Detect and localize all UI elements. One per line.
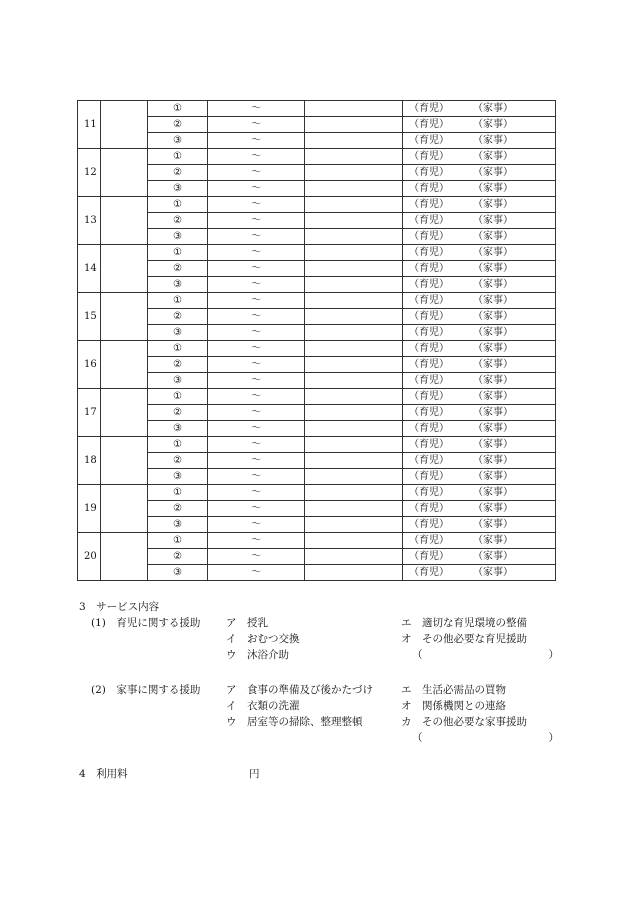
table-row — [78, 453, 556, 469]
slot-number-cell: ③ — [148, 277, 208, 293]
table-row — [78, 373, 556, 389]
childcare-type-label: （育児） — [409, 567, 449, 578]
service-type-cell — [403, 245, 556, 261]
service-type-cell — [403, 421, 556, 437]
hours-entry-cell — [305, 485, 403, 501]
table-row — [78, 485, 556, 501]
childcare-type-label: （育児） — [409, 199, 449, 210]
housework-item-ka: カ その他必要な家事援助 — [401, 716, 527, 728]
housework-type-label: （家事） — [473, 215, 513, 226]
time-range-cell: ～ — [208, 101, 305, 117]
day-number-cell: 11 — [78, 101, 101, 149]
time-range-cell: ～ — [208, 405, 305, 421]
service-type-cell — [403, 533, 556, 549]
slot-number-cell: ② — [148, 357, 208, 373]
slot-number-cell: ① — [148, 197, 208, 213]
childcare-type-label: （育児） — [409, 551, 449, 562]
service-type-cell — [403, 277, 556, 293]
slot-number-cell: ③ — [148, 421, 208, 437]
hours-entry-cell — [305, 277, 403, 293]
service-type-cell — [403, 357, 556, 373]
table-row — [78, 517, 556, 533]
blank-entry-cell — [101, 293, 148, 341]
service-type-cell — [403, 373, 556, 389]
slot-number-cell: ① — [148, 485, 208, 501]
housework-type-label: （家事） — [473, 295, 513, 306]
table-row — [78, 165, 556, 181]
time-range-cell: ～ — [208, 533, 305, 549]
childcare-type-label: （育児） — [409, 487, 449, 498]
slot-number-cell: ③ — [148, 181, 208, 197]
housework-item-i: イ 衣類の洗濯 — [226, 700, 300, 712]
housework-type-label: （家事） — [473, 103, 513, 114]
slot-number-cell: ② — [148, 309, 208, 325]
hours-entry-cell — [305, 357, 403, 373]
table-row — [78, 133, 556, 149]
service-type-cell — [403, 229, 556, 245]
childcare-type-label: （育児） — [409, 471, 449, 482]
day-number-cell: 17 — [78, 389, 101, 437]
hours-entry-cell — [305, 565, 403, 581]
slot-number-cell: ② — [148, 117, 208, 133]
blank-entry-cell — [101, 485, 148, 533]
table-row — [78, 389, 556, 405]
time-range-cell: ～ — [208, 133, 305, 149]
hours-entry-cell — [305, 261, 403, 277]
childcare-type-label: （育児） — [409, 119, 449, 130]
slot-number-cell: ① — [148, 245, 208, 261]
housework-item-o: オ 関係機関との連絡 — [401, 700, 506, 712]
blank-entry-cell — [101, 245, 148, 293]
hours-entry-cell — [305, 197, 403, 213]
housework-type-label: （家事） — [473, 359, 513, 370]
time-range-cell: ～ — [208, 229, 305, 245]
table-row — [78, 469, 556, 485]
service-type-cell — [403, 117, 556, 133]
time-range-cell: ～ — [208, 293, 305, 309]
childcare-type-label: （育児） — [409, 375, 449, 386]
time-range-cell: ～ — [208, 565, 305, 581]
housework-type-label: （家事） — [473, 407, 513, 418]
slot-number-cell: ③ — [148, 469, 208, 485]
slot-number-cell: ③ — [148, 373, 208, 389]
childcare-type-label: （育児） — [409, 439, 449, 450]
hours-entry-cell — [305, 533, 403, 549]
childcare-item-a: ア 授乳 — [226, 617, 268, 629]
service-type-cell — [403, 197, 556, 213]
childcare-type-label: （育児） — [409, 423, 449, 434]
slot-number-cell: ① — [148, 149, 208, 165]
slot-number-cell: ② — [148, 501, 208, 517]
service-type-cell — [403, 341, 556, 357]
time-range-cell: ～ — [208, 213, 305, 229]
table-row — [78, 213, 556, 229]
table-row — [78, 181, 556, 197]
time-range-cell: ～ — [208, 309, 305, 325]
table-row — [78, 549, 556, 565]
service-type-cell — [403, 325, 556, 341]
service-type-cell — [403, 101, 556, 117]
childcare-item-u: ウ 沐浴介助 — [226, 649, 289, 661]
service-type-cell — [403, 485, 556, 501]
slot-number-cell: ③ — [148, 133, 208, 149]
housework-type-label: （家事） — [473, 327, 513, 338]
childcare-other-blank: （ ） — [412, 649, 559, 661]
table-row — [78, 197, 556, 213]
service-type-cell — [403, 213, 556, 229]
slot-number-cell: ① — [148, 533, 208, 549]
day-number-cell: 16 — [78, 341, 101, 389]
time-range-cell: ～ — [208, 549, 305, 565]
childcare-type-label: （育児） — [409, 503, 449, 514]
day-number-cell: 14 — [78, 245, 101, 293]
hours-entry-cell — [305, 437, 403, 453]
service-type-cell — [403, 133, 556, 149]
childcare-type-label: （育児） — [409, 311, 449, 322]
table-row — [78, 293, 556, 309]
childcare-type-label: （育児） — [409, 103, 449, 114]
service-type-cell — [403, 181, 556, 197]
table-row — [78, 421, 556, 437]
table-row — [78, 277, 556, 293]
childcare-type-label: （育児） — [409, 327, 449, 338]
hours-entry-cell — [305, 309, 403, 325]
table-row — [78, 325, 556, 341]
hours-entry-cell — [305, 453, 403, 469]
hours-entry-cell — [305, 405, 403, 421]
table-row — [78, 405, 556, 421]
childcare-type-label: （育児） — [409, 167, 449, 178]
childcare-type-label: （育児） — [409, 391, 449, 402]
housework-label: (2) 家事に関する援助 — [91, 684, 201, 696]
housework-type-label: （家事） — [473, 135, 513, 146]
childcare-type-label: （育児） — [409, 407, 449, 418]
time-range-cell: ～ — [208, 517, 305, 533]
childcare-type-label: （育児） — [409, 343, 449, 354]
service-type-cell — [403, 149, 556, 165]
time-range-cell: ～ — [208, 165, 305, 181]
childcare-item-o: オ その他必要な育児援助 — [401, 633, 527, 645]
blank-entry-cell — [101, 197, 148, 245]
time-range-cell: ～ — [208, 389, 305, 405]
housework-type-label: （家事） — [473, 247, 513, 258]
hours-entry-cell — [305, 149, 403, 165]
housework-type-label: （家事） — [473, 567, 513, 578]
housework-type-label: （家事） — [473, 231, 513, 242]
housework-type-label: （家事） — [473, 151, 513, 162]
table-row — [78, 117, 556, 133]
hours-entry-cell — [305, 133, 403, 149]
day-number-cell: 13 — [78, 197, 101, 245]
time-range-cell: ～ — [208, 357, 305, 373]
slot-number-cell: ② — [148, 165, 208, 181]
childcare-type-label: （育児） — [409, 279, 449, 290]
housework-type-label: （家事） — [473, 119, 513, 130]
hours-entry-cell — [305, 421, 403, 437]
time-range-cell: ～ — [208, 149, 305, 165]
hours-entry-cell — [305, 341, 403, 357]
time-range-cell: ～ — [208, 181, 305, 197]
childcare-type-label: （育児） — [409, 359, 449, 370]
slot-number-cell: ① — [148, 101, 208, 117]
time-range-cell: ～ — [208, 277, 305, 293]
table-row — [78, 229, 556, 245]
service-type-cell — [403, 549, 556, 565]
blank-entry-cell — [101, 149, 148, 197]
hours-entry-cell — [305, 117, 403, 133]
service-type-cell — [403, 437, 556, 453]
time-range-cell: ～ — [208, 117, 305, 133]
time-range-cell: ～ — [208, 245, 305, 261]
time-range-cell: ～ — [208, 501, 305, 517]
hours-entry-cell — [305, 469, 403, 485]
housework-type-label: （家事） — [473, 311, 513, 322]
service-type-cell — [403, 517, 556, 533]
housework-type-label: （家事） — [473, 423, 513, 434]
housework-type-label: （家事） — [473, 471, 513, 482]
housework-type-label: （家事） — [473, 551, 513, 562]
hours-entry-cell — [305, 181, 403, 197]
housework-other-blank: （ ） — [412, 732, 559, 744]
blank-entry-cell — [101, 533, 148, 581]
table-row — [78, 261, 556, 277]
time-range-cell: ～ — [208, 421, 305, 437]
childcare-type-label: （育児） — [409, 215, 449, 226]
slot-number-cell: ① — [148, 389, 208, 405]
housework-type-label: （家事） — [473, 279, 513, 290]
childcare-type-label: （育児） — [409, 231, 449, 242]
table-row — [78, 533, 556, 549]
table-row — [78, 357, 556, 373]
housework-type-label: （家事） — [473, 199, 513, 210]
service-type-cell — [403, 309, 556, 325]
time-range-cell: ～ — [208, 469, 305, 485]
schedule-table — [77, 100, 556, 581]
blank-entry-cell — [101, 341, 148, 389]
housework-type-label: （家事） — [473, 167, 513, 178]
section3-heading: 3 サービス内容 — [79, 601, 160, 613]
hours-entry-cell — [305, 501, 403, 517]
hours-entry-cell — [305, 165, 403, 181]
service-type-cell — [403, 293, 556, 309]
housework-type-label: （家事） — [473, 391, 513, 402]
slot-number-cell: ① — [148, 437, 208, 453]
time-range-cell: ～ — [208, 453, 305, 469]
housework-type-label: （家事） — [473, 455, 513, 466]
childcare-type-label: （育児） — [409, 295, 449, 306]
hours-entry-cell — [305, 373, 403, 389]
housework-type-label: （家事） — [473, 503, 513, 514]
table-row — [78, 501, 556, 517]
time-range-cell: ～ — [208, 325, 305, 341]
slot-number-cell: ③ — [148, 229, 208, 245]
slot-number-cell: ② — [148, 405, 208, 421]
hours-entry-cell — [305, 101, 403, 117]
blank-entry-cell — [101, 389, 148, 437]
table-row — [78, 245, 556, 261]
service-type-cell — [403, 469, 556, 485]
service-type-cell — [403, 565, 556, 581]
housework-type-label: （家事） — [473, 439, 513, 450]
childcare-item-i: イ おむつ交換 — [226, 633, 300, 645]
slot-number-cell: ③ — [148, 325, 208, 341]
slot-number-cell: ① — [148, 293, 208, 309]
service-type-cell — [403, 453, 556, 469]
housework-type-label: （家事） — [473, 343, 513, 354]
service-type-cell — [403, 261, 556, 277]
table-row — [78, 341, 556, 357]
hours-entry-cell — [305, 389, 403, 405]
slot-number-cell: ③ — [148, 565, 208, 581]
hours-entry-cell — [305, 245, 403, 261]
table-row — [78, 309, 556, 325]
housework-item-e: エ 生活必需品の買物 — [401, 684, 506, 696]
time-range-cell: ～ — [208, 373, 305, 389]
childcare-type-label: （育児） — [409, 247, 449, 258]
hours-entry-cell — [305, 213, 403, 229]
table-row — [78, 149, 556, 165]
blank-entry-cell — [101, 437, 148, 485]
day-number-cell: 20 — [78, 533, 101, 581]
hours-entry-cell — [305, 549, 403, 565]
childcare-type-label: （育児） — [409, 135, 449, 146]
slot-number-cell: ③ — [148, 517, 208, 533]
day-number-cell: 19 — [78, 485, 101, 533]
slot-number-cell: ① — [148, 341, 208, 357]
service-type-cell — [403, 389, 556, 405]
slot-number-cell: ② — [148, 453, 208, 469]
day-number-cell: 15 — [78, 293, 101, 341]
housework-type-label: （家事） — [473, 519, 513, 530]
table-row — [78, 101, 556, 117]
time-range-cell: ～ — [208, 197, 305, 213]
table-row — [78, 565, 556, 581]
blank-entry-cell — [101, 101, 148, 149]
service-type-cell — [403, 165, 556, 181]
housework-item-a: ア 食事の準備及び後かたづけ — [226, 684, 373, 696]
section4-label: 4 利用料 — [79, 768, 128, 780]
childcare-item-e: エ 適切な育児環境の整備 — [401, 617, 527, 629]
childcare-type-label: （育児） — [409, 151, 449, 162]
day-number-cell: 18 — [78, 437, 101, 485]
hours-entry-cell — [305, 517, 403, 533]
housework-item-u: ウ 居室等の掃除、整理整頓 — [226, 716, 363, 728]
hours-entry-cell — [305, 325, 403, 341]
housework-type-label: （家事） — [473, 487, 513, 498]
childcare-type-label: （育児） — [409, 535, 449, 546]
childcare-type-label: （育児） — [409, 519, 449, 530]
time-range-cell: ～ — [208, 437, 305, 453]
housework-type-label: （家事） — [473, 375, 513, 386]
time-range-cell: ～ — [208, 485, 305, 501]
childcare-type-label: （育児） — [409, 263, 449, 274]
hours-entry-cell — [305, 229, 403, 245]
fee-unit: 円 — [249, 768, 260, 780]
service-type-cell — [403, 405, 556, 421]
service-type-cell — [403, 501, 556, 517]
slot-number-cell: ② — [148, 549, 208, 565]
slot-number-cell: ② — [148, 261, 208, 277]
slot-number-cell: ② — [148, 213, 208, 229]
childcare-type-label: （育児） — [409, 455, 449, 466]
day-number-cell: 12 — [78, 149, 101, 197]
childcare-label: (1) 育児に関する援助 — [91, 617, 201, 629]
table-row — [78, 437, 556, 453]
housework-type-label: （家事） — [473, 535, 513, 546]
time-range-cell: ～ — [208, 261, 305, 277]
housework-type-label: （家事） — [473, 183, 513, 194]
time-range-cell: ～ — [208, 341, 305, 357]
housework-type-label: （家事） — [473, 263, 513, 274]
childcare-type-label: （育児） — [409, 183, 449, 194]
hours-entry-cell — [305, 293, 403, 309]
